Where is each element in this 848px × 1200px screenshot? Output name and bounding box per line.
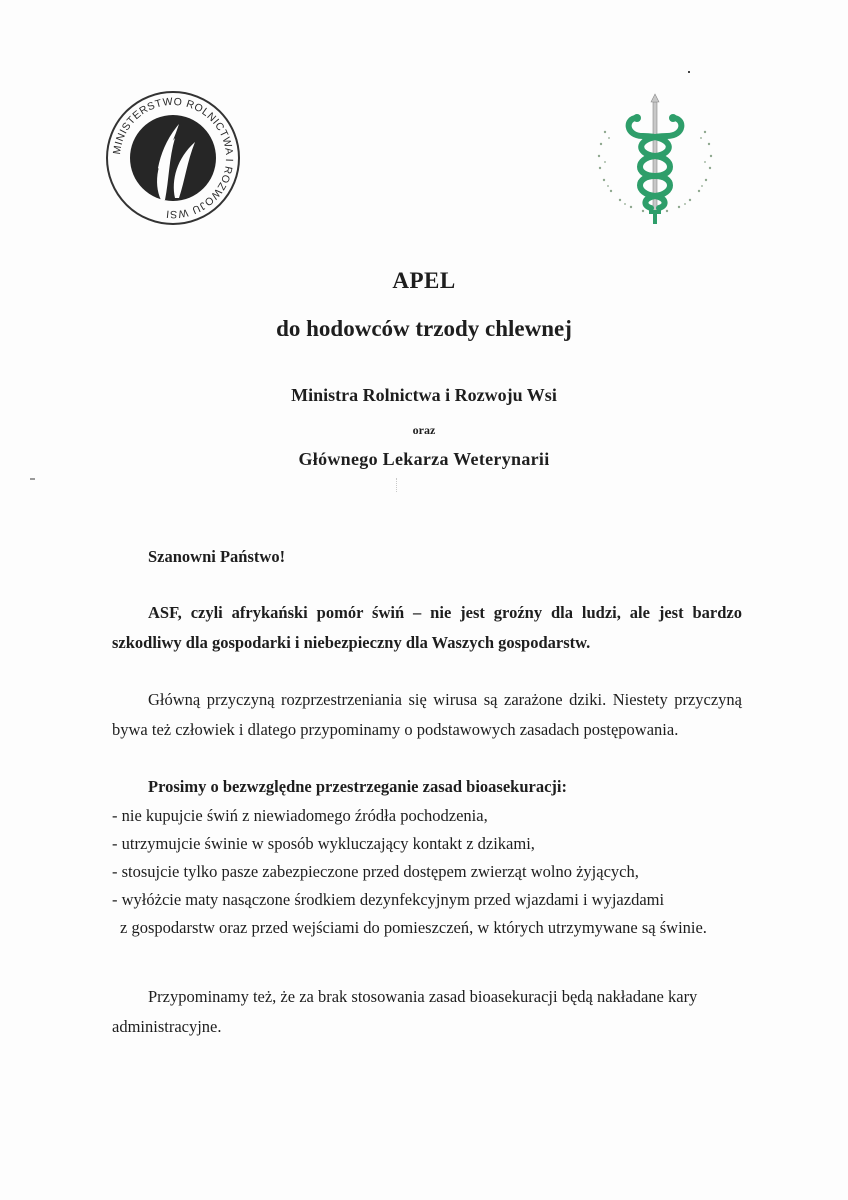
- paragraph-virus-cause: [112, 685, 742, 745]
- list-item: - utrzymujcie świnie w sposób wykluczający kontakt z dzikami,: [112, 834, 535, 853]
- biosecurity-rules-list: [112, 802, 752, 942]
- document-title: APEL: [392, 268, 456, 293]
- list-item: - wyłóżcie maty nasączone środkiem dezynfekcyjnym przed wjazdami i wyjazdami: [112, 890, 665, 909]
- ministry-seal-text: MINISTERSTWO ROLNICTWA I ROZWOJU WSI: [110, 95, 236, 221]
- list-item-continuation: z gospodarstw oraz przed wejściami do pomieszczeń, w których utrzymywane są świnie.: [120, 918, 707, 937]
- paragraph-line: administracyjne.: [112, 1017, 222, 1036]
- paragraph-asf-warning: ASF, czyli afrykański pomór świń – nie jest groźny dla ludzi, ale jest bardzo szkodliwy dla gospodarki i niebezpieczny dla Waszych gospodarstw.: [112, 603, 742, 652]
- issuer-connector: oraz: [412, 423, 436, 437]
- scan-speck: [30, 478, 35, 480]
- paragraph-line: Przypominamy też, że za brak stosowania zasad bioasekuracji będą nakładane kary: [148, 987, 698, 1006]
- paragraph-line: Główną przyczyną rozprzestrzeniania się wirusa są zarażone dziki. Niestety przyczyną: [148, 690, 742, 709]
- list-item: - nie kupujcie świń z niewiadomego źródła pochodzenia,: [112, 806, 488, 825]
- list-item: - stosujcie tylko pasze zabezpieczone przed dostępem zwierząt wolno żyjących,: [112, 862, 639, 881]
- ministry-seal-icon: [103, 88, 243, 228]
- scan-artifact: [396, 478, 401, 492]
- rules-heading: Prosimy o bezwzględne przestrzeganie zasad bioasekuracji:: [148, 777, 567, 796]
- scan-speck: [688, 71, 690, 73]
- paragraph-penalties: [112, 982, 742, 1042]
- document-subtitle: do hodowców trzody chlewnej: [276, 316, 572, 341]
- greeting: Szanowni Państwo!: [148, 547, 286, 566]
- issuer-chief-vet: Głównego Lekarza Weterynarii: [298, 449, 550, 469]
- caduceus-wreath-icon: [585, 92, 725, 227]
- paragraph-line: bywa też człowiek i dlatego przypominamy o podstawowych zasadach postępowania.: [112, 720, 679, 739]
- issuer-minister: Ministra Rolnictwa i Rozwoju Wsi: [291, 385, 557, 405]
